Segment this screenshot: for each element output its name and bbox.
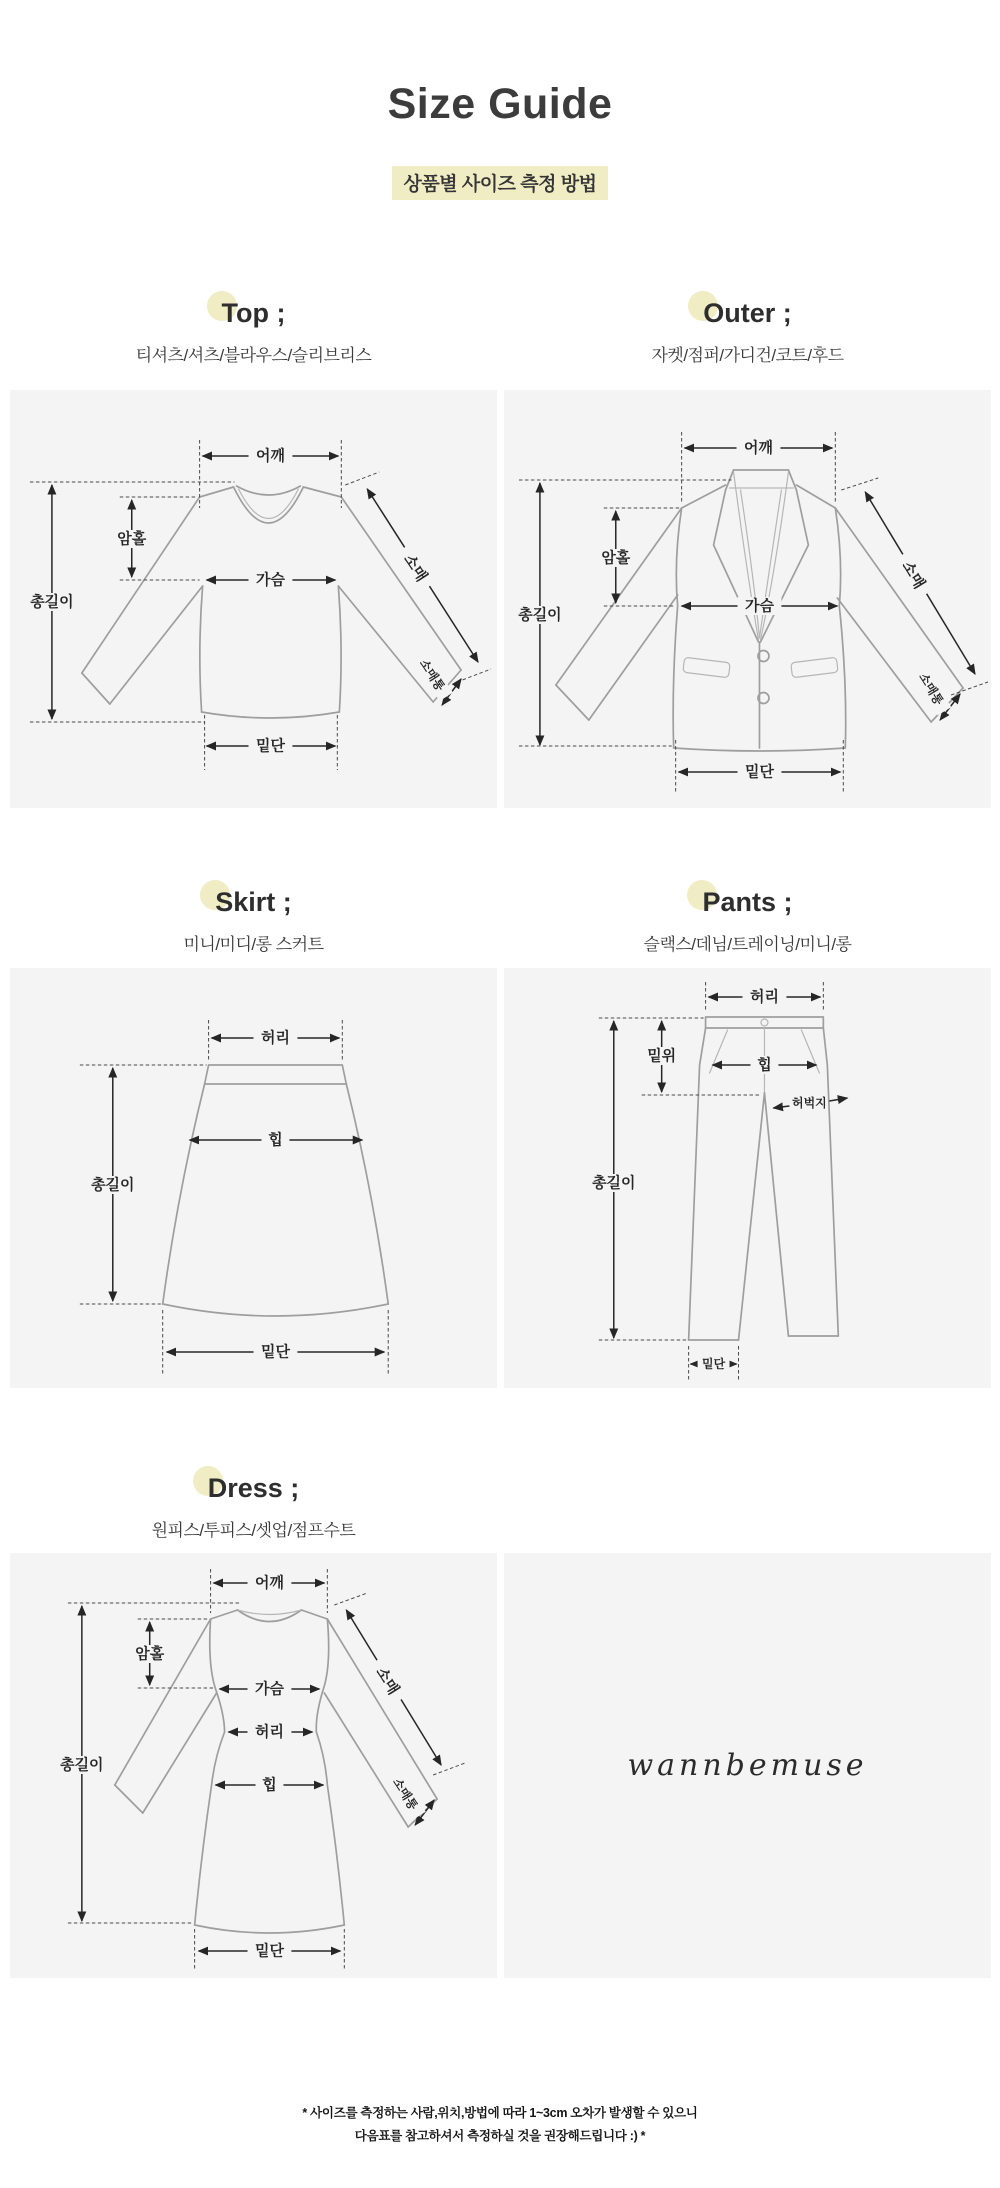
total-length-measure	[586, 1021, 642, 1338]
chest-measure	[220, 1679, 320, 1698]
hip-label: 힙	[268, 1131, 283, 1149]
top-diagram-panel	[10, 390, 497, 808]
shoulder-label: 어깨	[255, 1574, 284, 1592]
section-title-skirt: Skirt ;	[215, 886, 292, 918]
hem-measure	[207, 736, 336, 755]
footer-line-2: 다음표를 참고하셔서 측정하실 것을 권장해드립니다 :) *	[354, 2129, 646, 2143]
pants-diagram	[504, 968, 991, 1388]
dress-diagram	[10, 1553, 497, 1978]
sleeve-width-measure	[911, 663, 960, 720]
hip-label: 힙	[757, 1056, 772, 1074]
dress-diagram-panel	[10, 1553, 497, 1978]
thigh-label: 허벅지	[792, 1095, 827, 1111]
sleeve-label: 소매	[372, 1664, 403, 1698]
page-title: Size Guide	[387, 80, 613, 128]
sleeve-label: 소매	[400, 551, 431, 585]
sleeve-measure	[865, 492, 975, 674]
sleeve-measure	[346, 1610, 441, 1765]
total-length-measure	[512, 483, 568, 745]
section-subtitle-outer: 자켓/점퍼/가디건/코트/후드	[651, 346, 844, 365]
waist-label: 허리	[261, 1029, 290, 1047]
section-title-top: Top ;	[222, 297, 286, 329]
sleeve-width-label: 소매통	[390, 1775, 421, 1813]
hem-label: 밑단	[261, 1343, 290, 1361]
footer-note	[0, 2102, 1000, 2148]
shoulder-label: 어깨	[744, 439, 773, 457]
skirt-diagram	[10, 968, 497, 1388]
total-length-label: 총길이	[91, 1176, 135, 1194]
sleeve-measure	[367, 489, 478, 662]
section-header-outer	[504, 297, 991, 366]
brand-signature: wannbemuse	[627, 1748, 868, 1783]
sleeve-label: 소매	[898, 558, 928, 592]
waist-measure	[709, 987, 821, 1006]
section-header-top	[10, 297, 497, 366]
thigh-measure	[773, 1095, 847, 1110]
pants-diagram-panel	[504, 968, 991, 1388]
hem-label: 밑단	[255, 1942, 284, 1960]
jacket-diagram	[504, 390, 991, 808]
section-title-outer: Outer ;	[703, 297, 792, 329]
shoulder-measure	[214, 1573, 325, 1592]
skirt-diagram-panel	[10, 968, 497, 1388]
footer-line-1: * 사이즈를 측정하는 사람,위치,방법에 따라 1~3cm 오차가 발생할 수 있으니	[302, 2106, 698, 2120]
hip-label: 힙	[262, 1776, 277, 1794]
rise-label: 밑위	[647, 1047, 677, 1065]
sleeve-width-measure	[385, 1768, 434, 1825]
section-header-pants	[504, 886, 991, 955]
skirt-outline	[163, 1065, 389, 1316]
chest-label: 가슴	[256, 571, 285, 589]
total-length-measure	[24, 485, 80, 719]
shoulder-measure	[685, 438, 833, 457]
shoulder-measure	[203, 446, 339, 465]
armhole-label: 암홀	[135, 1645, 165, 1663]
waist-label: 허리	[255, 1723, 284, 1741]
sleeve-width-measure	[411, 649, 461, 705]
total-length-label: 총길이	[60, 1756, 104, 1774]
total-length-measure	[85, 1068, 141, 1301]
armhole-label: 암홀	[117, 530, 147, 548]
total-length-label: 총길이	[592, 1174, 636, 1192]
section-title-pants: Pants ;	[702, 886, 792, 918]
armhole-measure	[594, 511, 638, 603]
hem-measure	[167, 1342, 385, 1361]
armhole-measure	[110, 500, 154, 577]
section-header-dress	[10, 1472, 497, 1541]
page-subtitle-wrap	[0, 166, 1000, 200]
hem-measure	[679, 762, 841, 781]
page-subtitle: 상품별 사이즈 측정 방법	[392, 166, 609, 200]
outer-diagram-panel	[504, 390, 991, 808]
tshirt-outline	[82, 486, 461, 718]
signature-box	[504, 1553, 991, 1978]
waist-label: 허리	[750, 988, 779, 1006]
waist-measure	[229, 1722, 313, 1741]
chest-label: 가슴	[255, 1680, 284, 1698]
total-length-measure	[54, 1606, 110, 1921]
section-subtitle-dress: 원피스/투피스/셋업/점프수트	[151, 1521, 356, 1540]
rise-measure	[640, 1021, 684, 1092]
section-title-dress: Dress ;	[208, 1472, 300, 1504]
total-length-label: 총길이	[518, 606, 562, 624]
hip-measure	[713, 1055, 817, 1074]
hem-label: 밑단	[745, 763, 774, 781]
chest-label: 가슴	[745, 597, 774, 615]
chest-measure	[682, 596, 838, 615]
tshirt-diagram	[10, 390, 497, 808]
total-length-label: 총길이	[30, 593, 74, 611]
hem-label: 밑단	[702, 1356, 726, 1372]
hip-measure	[216, 1775, 324, 1794]
section-subtitle-top: 티셔츠/셔츠/블라우스/슬리브리스	[135, 346, 372, 365]
section-header-skirt	[10, 886, 497, 955]
hem-measure	[199, 1941, 341, 1960]
shoulder-label: 어깨	[256, 447, 285, 465]
chest-measure	[207, 570, 336, 589]
waist-measure	[212, 1028, 340, 1047]
hem-label: 밑단	[256, 737, 285, 755]
section-subtitle-pants: 슬랙스/데님/트레이닝/미니/롱	[643, 935, 852, 954]
hip-measure	[190, 1130, 363, 1149]
sleeve-width-label: 소매통	[416, 656, 448, 694]
sleeve-width-label: 소매통	[916, 670, 947, 708]
section-subtitle-skirt: 미니/미디/롱 스커트	[183, 935, 324, 954]
armhole-label: 암홀	[601, 549, 631, 567]
hem-measure	[691, 1356, 737, 1372]
armhole-measure	[128, 1622, 172, 1685]
